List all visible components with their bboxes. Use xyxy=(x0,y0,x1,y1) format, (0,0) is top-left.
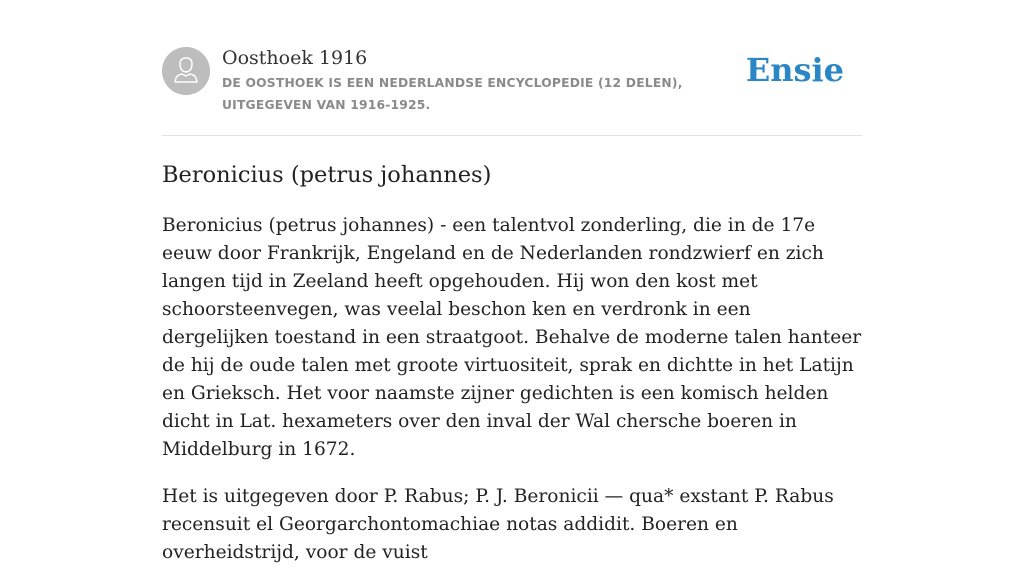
entry-paragraph: Het is uitgegeven door P. Rabus; P. J. Beronicii — qua* exstant P. Rabus recensuit el Georgarchontomachiae notas addidit. Boeren en overheidstrijd, voor de vuist xyxy=(162,486,834,563)
source-description: DE OOSTHOEK IS EEN NEDERLANDSE ENCYCLOPEDIE (12 DELEN), UITGEGEVEN VAN 1916-1925. xyxy=(222,76,683,112)
source-title[interactable]: Oosthoek 1916 xyxy=(222,47,368,69)
source-header xyxy=(162,46,862,116)
user-avatar-icon[interactable] xyxy=(162,47,210,95)
entry-title: Beronicius (petrus johannes) xyxy=(162,162,492,188)
header-divider xyxy=(162,135,862,136)
entry-body xyxy=(162,212,862,586)
entry-paragraph: Beronicius (petrus johannes) - een talentvol zonderling, die in de 17e eeuw door Frankrijk, Engeland en de Nederlanden rondzwierf en zich langen tijd in Zeeland heeft opgehouden. Hij won den kost met schoorsteenvegen, was veelal beschon ken en verdronk in een dergelijken toestand in een straatgoot. Behalve de moderne talen hanteer de hij de oude talen met groote virtuositeit, sprak en dichtte in het Latijn en Grieksch. Het voor naamste zijner gedichten is een komisch helden dicht in Lat. hexameters over den inval der Wal chersche boeren in Middelburg in 1672. xyxy=(162,215,862,460)
ensie-logo[interactable]: Ensie xyxy=(745,51,844,89)
